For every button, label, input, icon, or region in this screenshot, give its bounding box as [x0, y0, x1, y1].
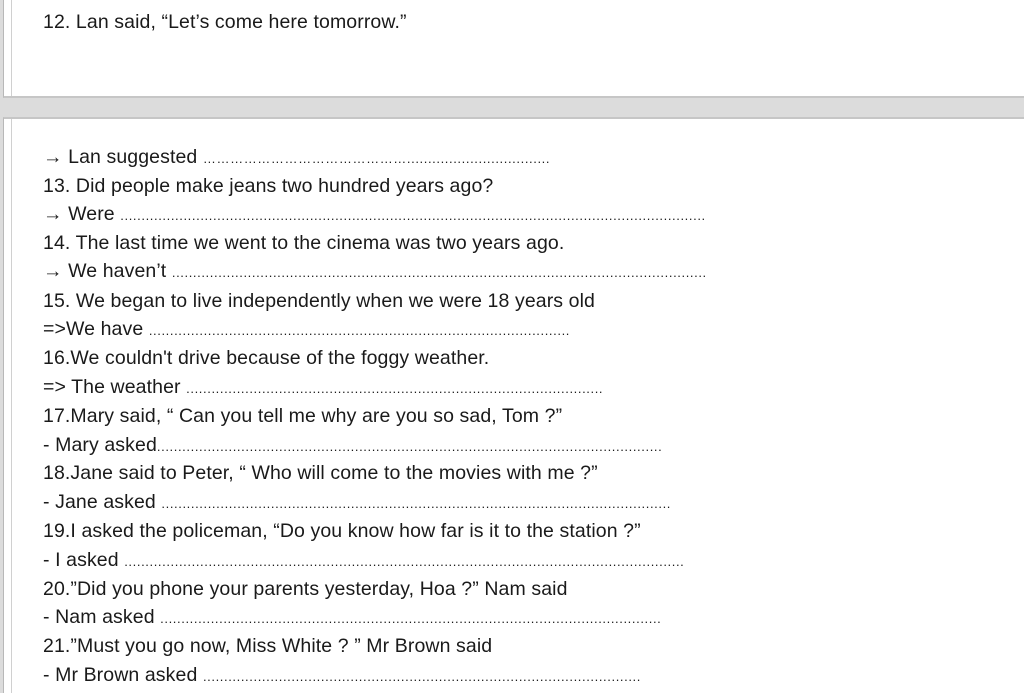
answer-blank[interactable]: .......................................................................................................................: [160, 611, 662, 626]
question-16: [43, 345, 489, 371]
question-text: 16.We couldn't drive because of the foggy weather.: [43, 347, 490, 369]
answer-blank[interactable]: ....................................................................................................: [148, 323, 570, 338]
question-text: 13. Did people make jeans two hundred years ago?: [43, 175, 494, 197]
answer-blank[interactable]: .....................................................................................................................................: [124, 554, 685, 569]
answer-blank[interactable]: ...................................................................................................: [186, 381, 604, 396]
question-text: 21.”Must you go now, Miss White ? ” Mr Brown said: [43, 635, 493, 657]
answer-prompt: - Nam asked: [43, 606, 155, 628]
answer-line-16: [43, 374, 752, 400]
answer-prompt: - Jane asked: [43, 491, 156, 513]
answer-prompt: - I asked: [43, 549, 119, 571]
question-15: [43, 288, 595, 314]
answer-blank[interactable]: ...............................................................................................................................: [171, 265, 707, 280]
question-text: 12. Lan said, “Let’s come here tomorrow.”: [43, 11, 407, 33]
answer-line-15: [43, 316, 741, 342]
answer-blank[interactable]: ........................................................................................................: [202, 669, 641, 684]
question-text: 19.I asked the policeman, “Do you know how far is it to the station ?”: [43, 520, 641, 542]
answer-blank[interactable]: ........................................................................................................................: [156, 439, 663, 454]
answer-blank[interactable]: ...........................................................................................................................................: [120, 208, 706, 223]
answer-prompt: → Lan suggested: [43, 146, 198, 168]
panel-edge: [11, 0, 12, 96]
answer-prompt: => The weather: [43, 376, 181, 398]
answer-prompt: - Mary asked: [43, 434, 157, 456]
answer-blank[interactable]: ………………………………………..................................: [202, 151, 551, 166]
question-text: 18.Jane said to Peter, “ Who will come to the movies with me ?”: [43, 462, 598, 484]
question-20: [43, 576, 568, 602]
question-text: 15. We began to live independently when we were 18 years old: [43, 290, 595, 312]
answer-blank[interactable]: .........................................................................................................................: [161, 496, 672, 511]
question-text: 17.Mary said, “ Can you tell me why are you so sad, Tom ?”: [43, 405, 563, 427]
question-12: [43, 9, 407, 35]
answer-line-17: [43, 432, 917, 458]
answer-line-19: [43, 547, 913, 573]
question-14: [43, 230, 564, 256]
answer-prompt: =>We have: [43, 318, 144, 340]
answer-line-18: [43, 489, 913, 515]
question-text: 14. The last time we went to the cinema was two years ago.: [43, 232, 565, 254]
answer-prompt: - Mr Brown asked: [43, 664, 198, 686]
answer-line-20: [43, 604, 905, 630]
answer-line-13: [43, 201, 926, 227]
question-19: [43, 518, 641, 544]
panel-edge: [11, 119, 12, 693]
question-17: [43, 403, 562, 429]
answer-prompt: → Were: [43, 203, 115, 225]
answer-line-12: [43, 144, 725, 170]
question-18: [43, 460, 598, 486]
question-21: [43, 633, 492, 659]
question-13: [43, 173, 493, 199]
answer-line-14: [43, 258, 922, 284]
question-text: 20.”Did you phone your parents yesterday, Hoa ?” Nam said: [43, 578, 568, 600]
answer-prompt: → We haven’t: [43, 260, 167, 282]
answer-line-21: [43, 662, 878, 688]
